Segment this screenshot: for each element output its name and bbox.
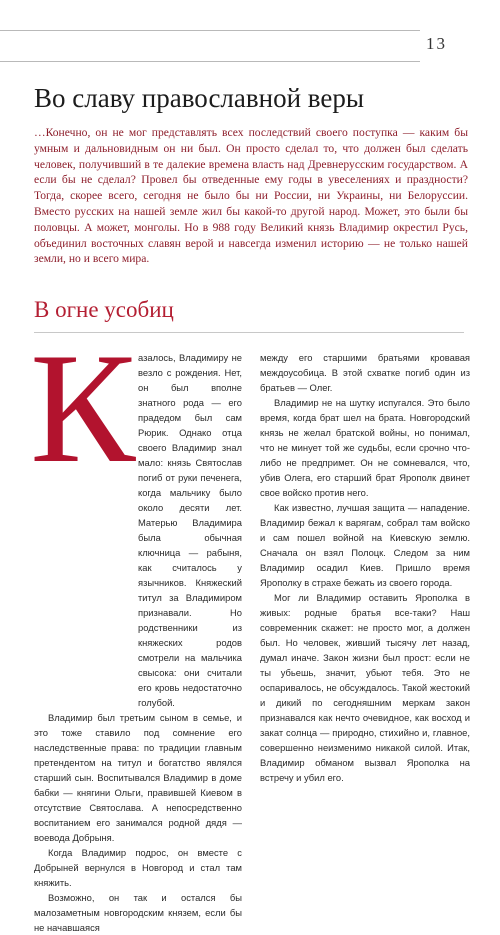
chapter-title: Во славу православной веры (34, 83, 364, 113)
header-rule (0, 30, 420, 62)
paragraph: Владимир не на шутку испугался. Это было время, когда брат шел на брата. Новгородский князь не желал братской войны, но понимал, что не минует той же судьбы, если срочно что-либо не предпримет. Он не сомневался, что, убив Олега, его старший брат Ярополк двинет свое войско против него. (260, 397, 470, 498)
left-column (34, 350, 242, 935)
paragraph: Когда Владимир подрос, он вместе с Добрыней вернулся в Новгород и стал там княжить. (34, 847, 242, 888)
page-number: 13 (426, 34, 447, 53)
paragraph: Владимир был третьим сыном в семье, и это тоже ставило под сомнение его наследственные права: по традиции главным претендентом на титул и богатство являлся старший сын. Воспитывался Владимир в доме бабки — княгини Ольги, правившей Киевом в отсутствие Святослава. А непосредственно воспитанием его занимался родной дядя — воевода Добрыня. (34, 712, 242, 843)
paragraph: Как известно, лучшая защита — нападение. Владимир бежал к варягам, собрал там войско и сам пошел войной на Киевскую землю. Сначала он взял Полоцк. Следом за ним Владимир осадил Киев. Пришло время Ярополку в страхе бежать из своего города. (260, 502, 470, 588)
drop-cap: К (30, 321, 136, 496)
right-column (260, 350, 470, 785)
intro-paragraph: …Конечно, он не мог представлять всех последствий своего поступка — каким бы умным и дальновидным он ни был. Он просто сделал то, что должен был сделать человек, получивший в те далекие времена власть над Древнерусским государством. А если бы не сделал? Провел бы отведенные ему годы в увеселениях и праздности? Тогда, скорее всего, сегодня не было бы ни России, ни Украины, ни Белоруссии. Вместо русских на нашей земле жил бы какой-то другой народ. Может, это были бы половцы. А может, монголы. Но в 988 году Великий князь Владимир окрестил Русь, объединил восточных славян верой и навсегда изменил историю — не только нашей земли, но и всего мира. (34, 126, 468, 266)
paragraph: азалось, Владимиру не везло с рождения. Нет, он был вполне знатного рода — его прадедом был сам Рюрик. Однако отца своего Владимир знал мало: князь Святослав погиб от руки печенега, когда мальчику было около десяти лет. Матерью Владимира была обычная ключница — рабыня, как считалось у язычников. Княжеский титул за Владимиром признавали. Но родственники из княжеских родов смотрели на мальчика свысока: они считали его кровь недостаточно голубой. (138, 352, 242, 708)
paragraph: Возможно, он так и остался бы малозаметным новгородским князем, если бы не начавшаяся (34, 892, 242, 933)
section-title: В огне усобиц (34, 297, 174, 322)
paragraph: между его старшими братьями кровавая междоусобица. В этой схватке погиб один из братьев — Олег. (260, 352, 470, 393)
paragraph: Мог ли Владимир оставить Ярополка в живых: родные братья все-таки? Наш современник скажет: не просто мог, а должен был. Но человек, живший тысячу лет назад, думал иначе. Закон жизни был прост: если не ты убьешь, значит, убьют тебя. Это не оспаривалось, не обсуждалось. Такой жестокий и дикий по сегодняшним меркам закон признавался как нечто очевидное, как восход и закат солнца — природно, стихийно и, главное, совершенно неизменимо никакой силой. Итак, Владимир обманом вызвал Ярополка на встречу и убил его. (260, 592, 470, 783)
